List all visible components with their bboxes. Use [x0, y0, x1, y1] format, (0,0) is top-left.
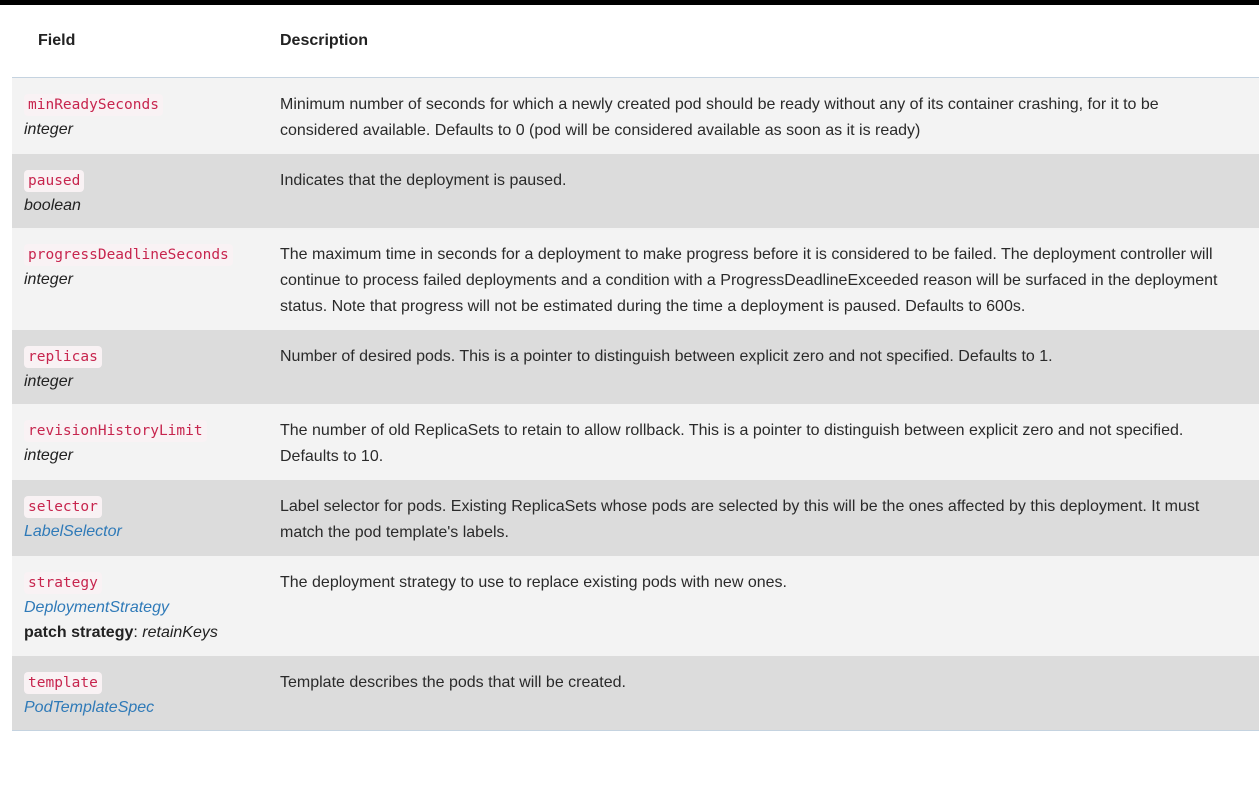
- field-name: replicas: [24, 346, 102, 368]
- field-type-link[interactable]: DeploymentStrategy: [24, 599, 169, 616]
- field-column-header: Field: [12, 5, 268, 78]
- field-type-link[interactable]: PodTemplateSpec: [24, 699, 155, 716]
- field-description: The deployment strategy to use to replace existing pods with new ones.: [268, 556, 1259, 656]
- table-row: [12, 154, 1259, 228]
- field-cell: [12, 78, 268, 155]
- field-name: minReadySeconds: [24, 94, 163, 116]
- field-cell: [12, 154, 268, 228]
- description-column-header: Description: [268, 5, 1259, 78]
- field-description: The maximum time in seconds for a deployment to make progress before it is considered to be failed. The deployment controller will continue to process failed deployments and a condition with a ProgressDeadlineExceeded reason will be surfaced in the deployment status. Note that progress will not be estimated during the time a deployment is paused. Defaults to 600s.: [268, 228, 1259, 330]
- field-type: integer: [24, 373, 73, 390]
- field-name: paused: [24, 170, 84, 192]
- field-type: boolean: [24, 197, 81, 214]
- field-description: Template describes the pods that will be created.: [268, 656, 1259, 731]
- table-row: [12, 78, 1259, 155]
- table-header-row: [12, 5, 1259, 78]
- field-type-link[interactable]: LabelSelector: [24, 523, 122, 540]
- field-type: integer: [24, 121, 73, 138]
- patch-strategy-label: patch strategy: [24, 624, 134, 641]
- table-row: [12, 556, 1259, 656]
- table-row: [12, 404, 1259, 480]
- field-description: Number of desired pods. This is a pointer to distinguish between explicit zero and not specified. Defaults to 1.: [268, 330, 1259, 404]
- table-row: [12, 228, 1259, 330]
- field-name: progressDeadlineSeconds: [24, 244, 233, 266]
- field-cell: [12, 656, 268, 731]
- field-name: revisionHistoryLimit: [24, 420, 207, 442]
- field-cell: [12, 556, 268, 656]
- field-cell: [12, 228, 268, 330]
- patch-strategy-value: retainKeys: [142, 624, 218, 641]
- fields-table: [12, 5, 1259, 731]
- field-type: integer: [24, 447, 73, 464]
- field-cell: [12, 330, 268, 404]
- field-type: integer: [24, 271, 73, 288]
- field-description: Indicates that the deployment is paused.: [268, 154, 1259, 228]
- table-row: [12, 656, 1259, 731]
- table-row: [12, 480, 1259, 556]
- table-row: [12, 330, 1259, 404]
- patch-strategy-separator: :: [133, 624, 143, 641]
- field-description: Label selector for pods. Existing ReplicaSets whose pods are selected by this will be the ones affected by this deployment. It must match the pod template's labels.: [268, 480, 1259, 556]
- field-description: The number of old ReplicaSets to retain to allow rollback. This is a pointer to distinguish between explicit zero and not specified. Defaults to 10.: [268, 404, 1259, 480]
- field-description: Minimum number of seconds for which a newly created pod should be ready without any of its container crashing, for it to be considered available. Defaults to 0 (pod will be considered available as soon as it is ready): [268, 78, 1259, 155]
- field-cell: [12, 404, 268, 480]
- field-name: strategy: [24, 572, 102, 594]
- field-name: selector: [24, 496, 102, 518]
- patch-strategy: [24, 620, 260, 646]
- field-name: template: [24, 672, 102, 694]
- field-cell: [12, 480, 268, 556]
